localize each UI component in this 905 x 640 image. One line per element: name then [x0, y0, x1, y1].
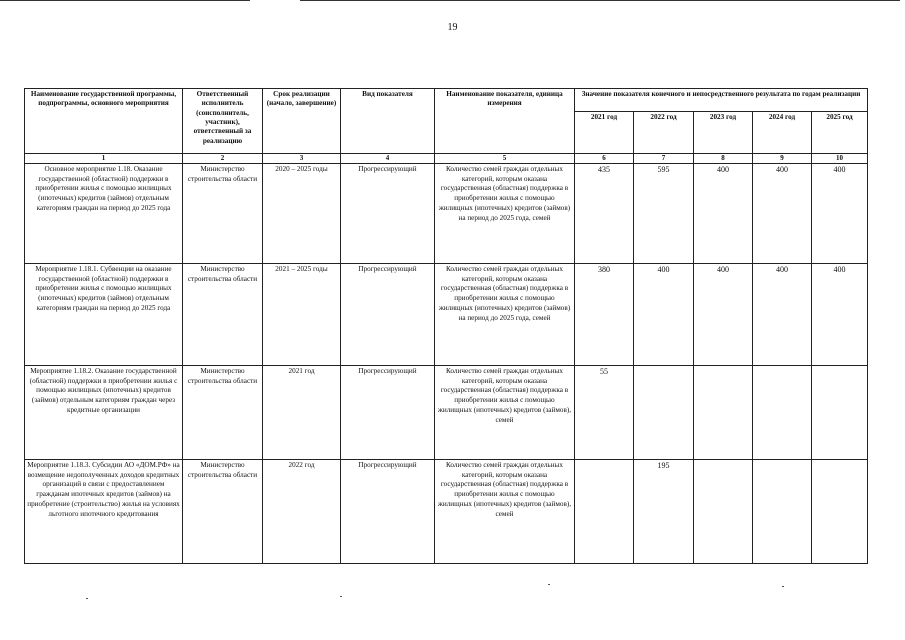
scan-speck: [782, 586, 784, 587]
value-cell: 400: [753, 164, 812, 264]
table-row: [25, 366, 868, 460]
period-cell: 2020 – 2025 годы: [263, 164, 341, 264]
indicator-name-cell: Количество семей граждан отдельных категорий, которым оказана государственная (областная) поддержка в приобретении жилья с помощью жилищных (ипотечных) кредитов (займов), семей: [435, 366, 575, 460]
program-name-cell: Мероприятие 1.18.3. Субсидии АО «ДОМ.РФ» на возмещение недополученных доходов кредитных организаций в связи с предоставлением гражданам ипотечных кредитов (займов) на приобретение (строительство) жилья на условиях льготного ипотечного кредитования: [25, 460, 183, 564]
value-cell: [812, 460, 868, 564]
period-cell: 2021 – 2025 годы: [263, 264, 341, 366]
column-numbers-row: [25, 154, 868, 164]
value-cell: [753, 366, 812, 460]
column-number: 3: [263, 154, 341, 164]
column-number: 6: [575, 154, 634, 164]
column-number: 8: [694, 154, 753, 164]
indicator-type-cell: Прогрессирующий: [341, 460, 435, 564]
value-cell: [575, 460, 634, 564]
indicator-type-cell: Прогрессирующий: [341, 366, 435, 460]
header-year: 2024 год: [753, 112, 812, 154]
column-number: 2: [183, 154, 263, 164]
value-cell: 435: [575, 164, 634, 264]
table-row: [25, 460, 868, 564]
indicators-table: [24, 88, 868, 564]
value-cell: [812, 366, 868, 460]
value-cell: 195: [634, 460, 694, 564]
header-year: 2021 год: [575, 112, 634, 154]
header-indicator-type: Вид показателя: [341, 89, 435, 154]
column-number: 7: [634, 154, 694, 164]
header-executor: Ответственный исполнитель (соисполнитель, участник), ответственный за реализацию: [183, 89, 263, 154]
header-indicator-name: Наименование показателя, единица измерения: [435, 89, 575, 154]
indicator-type-cell: Прогрессирующий: [341, 164, 435, 264]
value-cell: 55: [575, 366, 634, 460]
table-row: [25, 164, 868, 264]
value-cell: [694, 366, 753, 460]
executor-cell: Министерство строительства области: [183, 366, 263, 460]
value-cell: 380: [575, 264, 634, 366]
column-number: 9: [753, 154, 812, 164]
value-cell: [753, 460, 812, 564]
executor-cell: Министерство строительства области: [183, 164, 263, 264]
value-cell: 400: [694, 264, 753, 366]
period-cell: 2022 год: [263, 460, 341, 564]
header-values-group: Значение показателя конечного и непосредственного результата по годам реализации: [575, 89, 868, 112]
value-cell: 400: [812, 264, 868, 366]
value-cell: [634, 366, 694, 460]
value-cell: 400: [753, 264, 812, 366]
indicator-name-cell: Количество семей граждан отдельных категорий, которым оказана государственная (областная) поддержка в приобретении жилья с помощью жилищных (ипотечных) кредитов (займов) на период до 2025 года, семей: [435, 164, 575, 264]
value-cell: [694, 460, 753, 564]
table-row: [25, 264, 868, 366]
program-name-cell: Основное мероприятие 1.18. Оказание государственной (областной) поддержки в приобретении жилья с помощью жилищных (ипотечных) кредитов (займов) отдельным категориям граждан на период до 2025 года: [25, 164, 183, 264]
page-number: 19: [447, 22, 458, 33]
period-cell: 2021 год: [263, 366, 341, 460]
scan-speck: [86, 598, 88, 599]
scan-speck: [548, 584, 550, 585]
scan-top-edge: [0, 0, 905, 2]
column-number: 1: [25, 154, 183, 164]
program-name-cell: Мероприятие 1.18.2. Оказание государственной (областной) поддержки в приобретении жилья с помощью жилищных (ипотечных) кредитов (займов) отдельным категориям граждан через кредитные организации: [25, 366, 183, 460]
value-cell: 595: [634, 164, 694, 264]
value-cell: 400: [694, 164, 753, 264]
header-year: 2022 год: [634, 112, 694, 154]
header-program: Наименование государственной программы, подпрограммы, основного мероприятия: [25, 89, 183, 154]
column-number: 5: [435, 154, 575, 164]
scan-speck: [340, 596, 342, 597]
column-number: 4: [341, 154, 435, 164]
header-year: 2025 год: [812, 112, 868, 154]
column-number: 10: [812, 154, 868, 164]
header-period: Срок реализации (начало, завершение): [263, 89, 341, 154]
executor-cell: Министерство строительства области: [183, 460, 263, 564]
header-row-1: [25, 89, 868, 112]
value-cell: 400: [812, 164, 868, 264]
value-cell: 400: [634, 264, 694, 366]
program-name-cell: Мероприятие 1.18.1. Субвенции на оказание государственной (областной) поддержки в приобретении жилья с помощью жилищных (ипотечных) кредитов (займов) отдельным категориям граждан на период до 2025 года: [25, 264, 183, 366]
indicator-type-cell: Прогрессирующий: [341, 264, 435, 366]
header-year: 2023 год: [694, 112, 753, 154]
indicator-name-cell: Количество семей граждан отдельных категорий, которым оказана государственная (областная) поддержка в приобретении жилья с помощью жилищных (ипотечных) кредитов (займов), семей: [435, 460, 575, 564]
executor-cell: Министерство строительства области: [183, 264, 263, 366]
indicator-name-cell: Количество семей граждан отдельных категорий, которым оказана государственная (областная) поддержка в приобретении жилья с помощью жилищных (ипотечных) кредитов (займов) на период до 2025 года, семей: [435, 264, 575, 366]
